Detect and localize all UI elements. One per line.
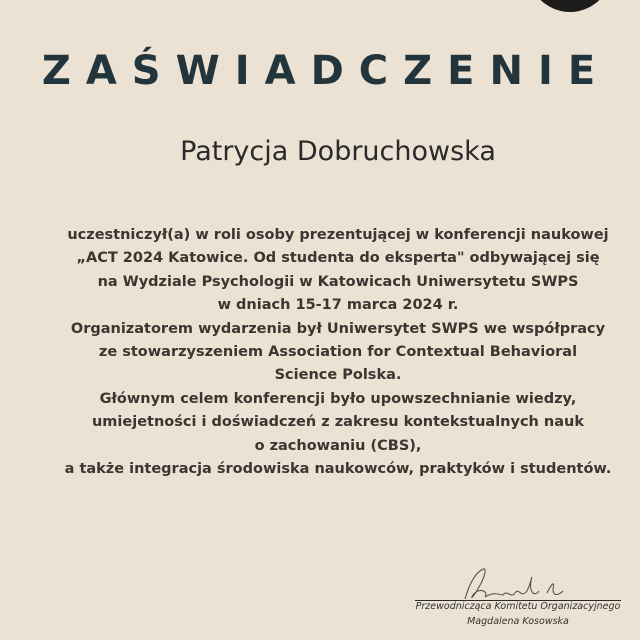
seal-emblem [528,0,612,12]
signatory-name: Magdalena Kosowska [467,616,569,627]
certificate-body [40,224,636,481]
certificate-title: ZAŚWIADCZENIE [41,48,611,94]
recipient-name: Patrycja Dobruchowska [180,136,496,167]
handwritten-signature [455,565,575,605]
body-line: Głównym celem konferencji było upowszechnianie wiedzy, [99,390,577,407]
body-line: Science Polska. [274,367,402,384]
body-line: Organizatorem wydarzenia był Uniwersytet SWPS we współpracy [70,320,606,337]
body-line: uczestniczył(a) w roli osoby prezentującej w konferencji naukowej [67,227,609,243]
body-line: umiejetności i doświadczeń z zakresu kontekstualnych nauk [91,414,584,431]
body-line: o zachowaniu (CBS), [254,437,422,454]
signatory-role: Przewodnicząca Komitetu Organizacyjnego [415,601,621,612]
body-line: ze stowarzyszeniem Association for Contextual Behavioral [98,344,578,361]
body-line: na Wydziale Psychologii w Katowicach Uniwersytetu SWPS [97,273,579,290]
body-line: „ACT 2024 Katowice. Od studenta do eksperta" odbywającej się [76,250,600,267]
body-line: a także integracja środowiska naukowców, praktyków i studentów. [64,461,612,478]
body-line: w dniach 15-17 marca 2024 r. [217,297,459,314]
